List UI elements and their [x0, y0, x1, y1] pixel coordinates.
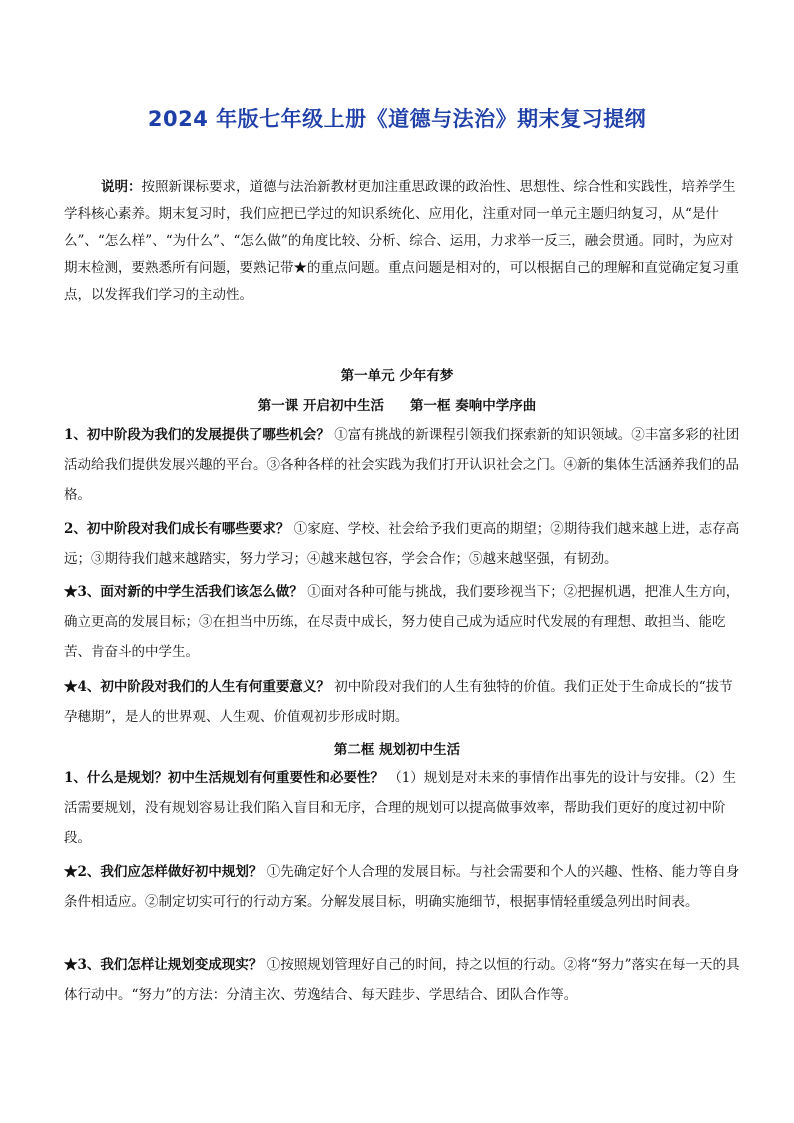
lesson-title: 第一课 开启初中生活	[257, 398, 384, 414]
question: ★3、面对新的中学生活我们该怎么做？	[64, 584, 303, 600]
frame-title-2: 第二框 规划初中生活	[333, 742, 461, 758]
answer: 初中阶段对我们的人生有独特的价值。我们正处于生命成长的“拔节孕穗期”，是人的世界观、人生观、价值观初步形成时期。	[64, 679, 733, 725]
qa-item	[64, 763, 746, 853]
qa-item	[64, 420, 746, 510]
intro-paragraph	[64, 174, 746, 309]
qa-item	[64, 514, 746, 574]
answer: ①面对各种可能与挑战，我们要珍视当下；②把握机遇，把准人生方向，确立更高的发展目标；③在担当中历练，在尽责中成长，努力使自己成为适应时代发展的有理想、敢担当、能吃苦、肯奋斗的中学生。	[64, 584, 740, 660]
answer: ①富有挑战的新课程引领我们探索新的知识领域。②丰富多彩的社团活动给我们提供发展兴趣的平台。③各种各样的社会实践为我们打开认识社会之门。④新的集体生活涵养我们的品格。	[64, 427, 740, 503]
qa-item-key	[64, 577, 746, 667]
frame-title: 第一框 奏响中学序曲	[410, 398, 537, 414]
qa-item-key	[64, 857, 746, 917]
question: ★4、初中阶段对我们的人生有何重要意义？	[64, 679, 330, 695]
question: 1、什么是规划？初中生活规划有何重要性和必要性？	[64, 770, 384, 786]
question: ★3、我们怎样让规划变成现实？	[64, 957, 263, 973]
answer: ①先确定好个人合理的发展目标。与社会需要和个人的兴趣、性格、能力等自身条件相适应。②制定切实可行的行动方案。分解发展目标，明确实施细节，根据事情轻重缓急列出时间表。	[64, 864, 740, 910]
intro-lead: 说明：	[101, 179, 142, 195]
qa-item-key	[64, 950, 746, 1010]
answer: （1）规划是对未来的事情作出事先的设计与安排。（2）生活需要规划，没有规划容易让我们陷入盲目和无序，合理的规划可以提高做事效率，帮助我们更好的度过初中阶段。	[64, 770, 737, 846]
lesson-heading	[0, 394, 794, 414]
document-title: 2024 年版七年级上册《道德与法治》期末复习提纲	[147, 107, 647, 131]
answer: ①按照规划管理好自己的时间，持之以恒的行动。②将“努力”落实在每一天的具体行动中。“努力”的方法：分清主次、劳逸结合、每天跬步、学思结合、团队合作等。	[64, 957, 740, 1003]
qa-item-key	[64, 672, 746, 732]
question: 1、初中阶段为我们的发展提供了哪些机会？	[64, 427, 330, 443]
answer: ①家庭、学校、社会给予我们更高的期望；②期待我们越来越上进，志存高远；③期待我们越来越踏实，努力学习；④越来越包容，学会合作；⑤越来越坚强，有韧劲。	[64, 521, 740, 567]
unit-heading: 第一单元 少年有梦	[340, 368, 454, 384]
question: 2、初中阶段对我们成长有哪些要求？	[64, 521, 290, 537]
question: ★2、我们应怎样做好初中规划？	[64, 864, 263, 880]
intro-text: 按照新课标要求，道德与法治新教材更加注重思政课的政治性、思想性、综合性和实践性，培养学生学科核心素养。期末复习时，我们应把已学过的知识系统化、应用化，注重对同一单元主题归纳复习，从“是什么”、“怎么样”、“为什么”、“怎么做”的角度比较、分析、综合、运用，力求举一反三，融会贯通。同时，为应对期末检测，要熟悉所有问题，要熟记带★的重点问题。重点问题是相对的，可以根据自己的理解和直觉确定复习重点，以发挥我们学习的主动性。	[64, 179, 739, 303]
